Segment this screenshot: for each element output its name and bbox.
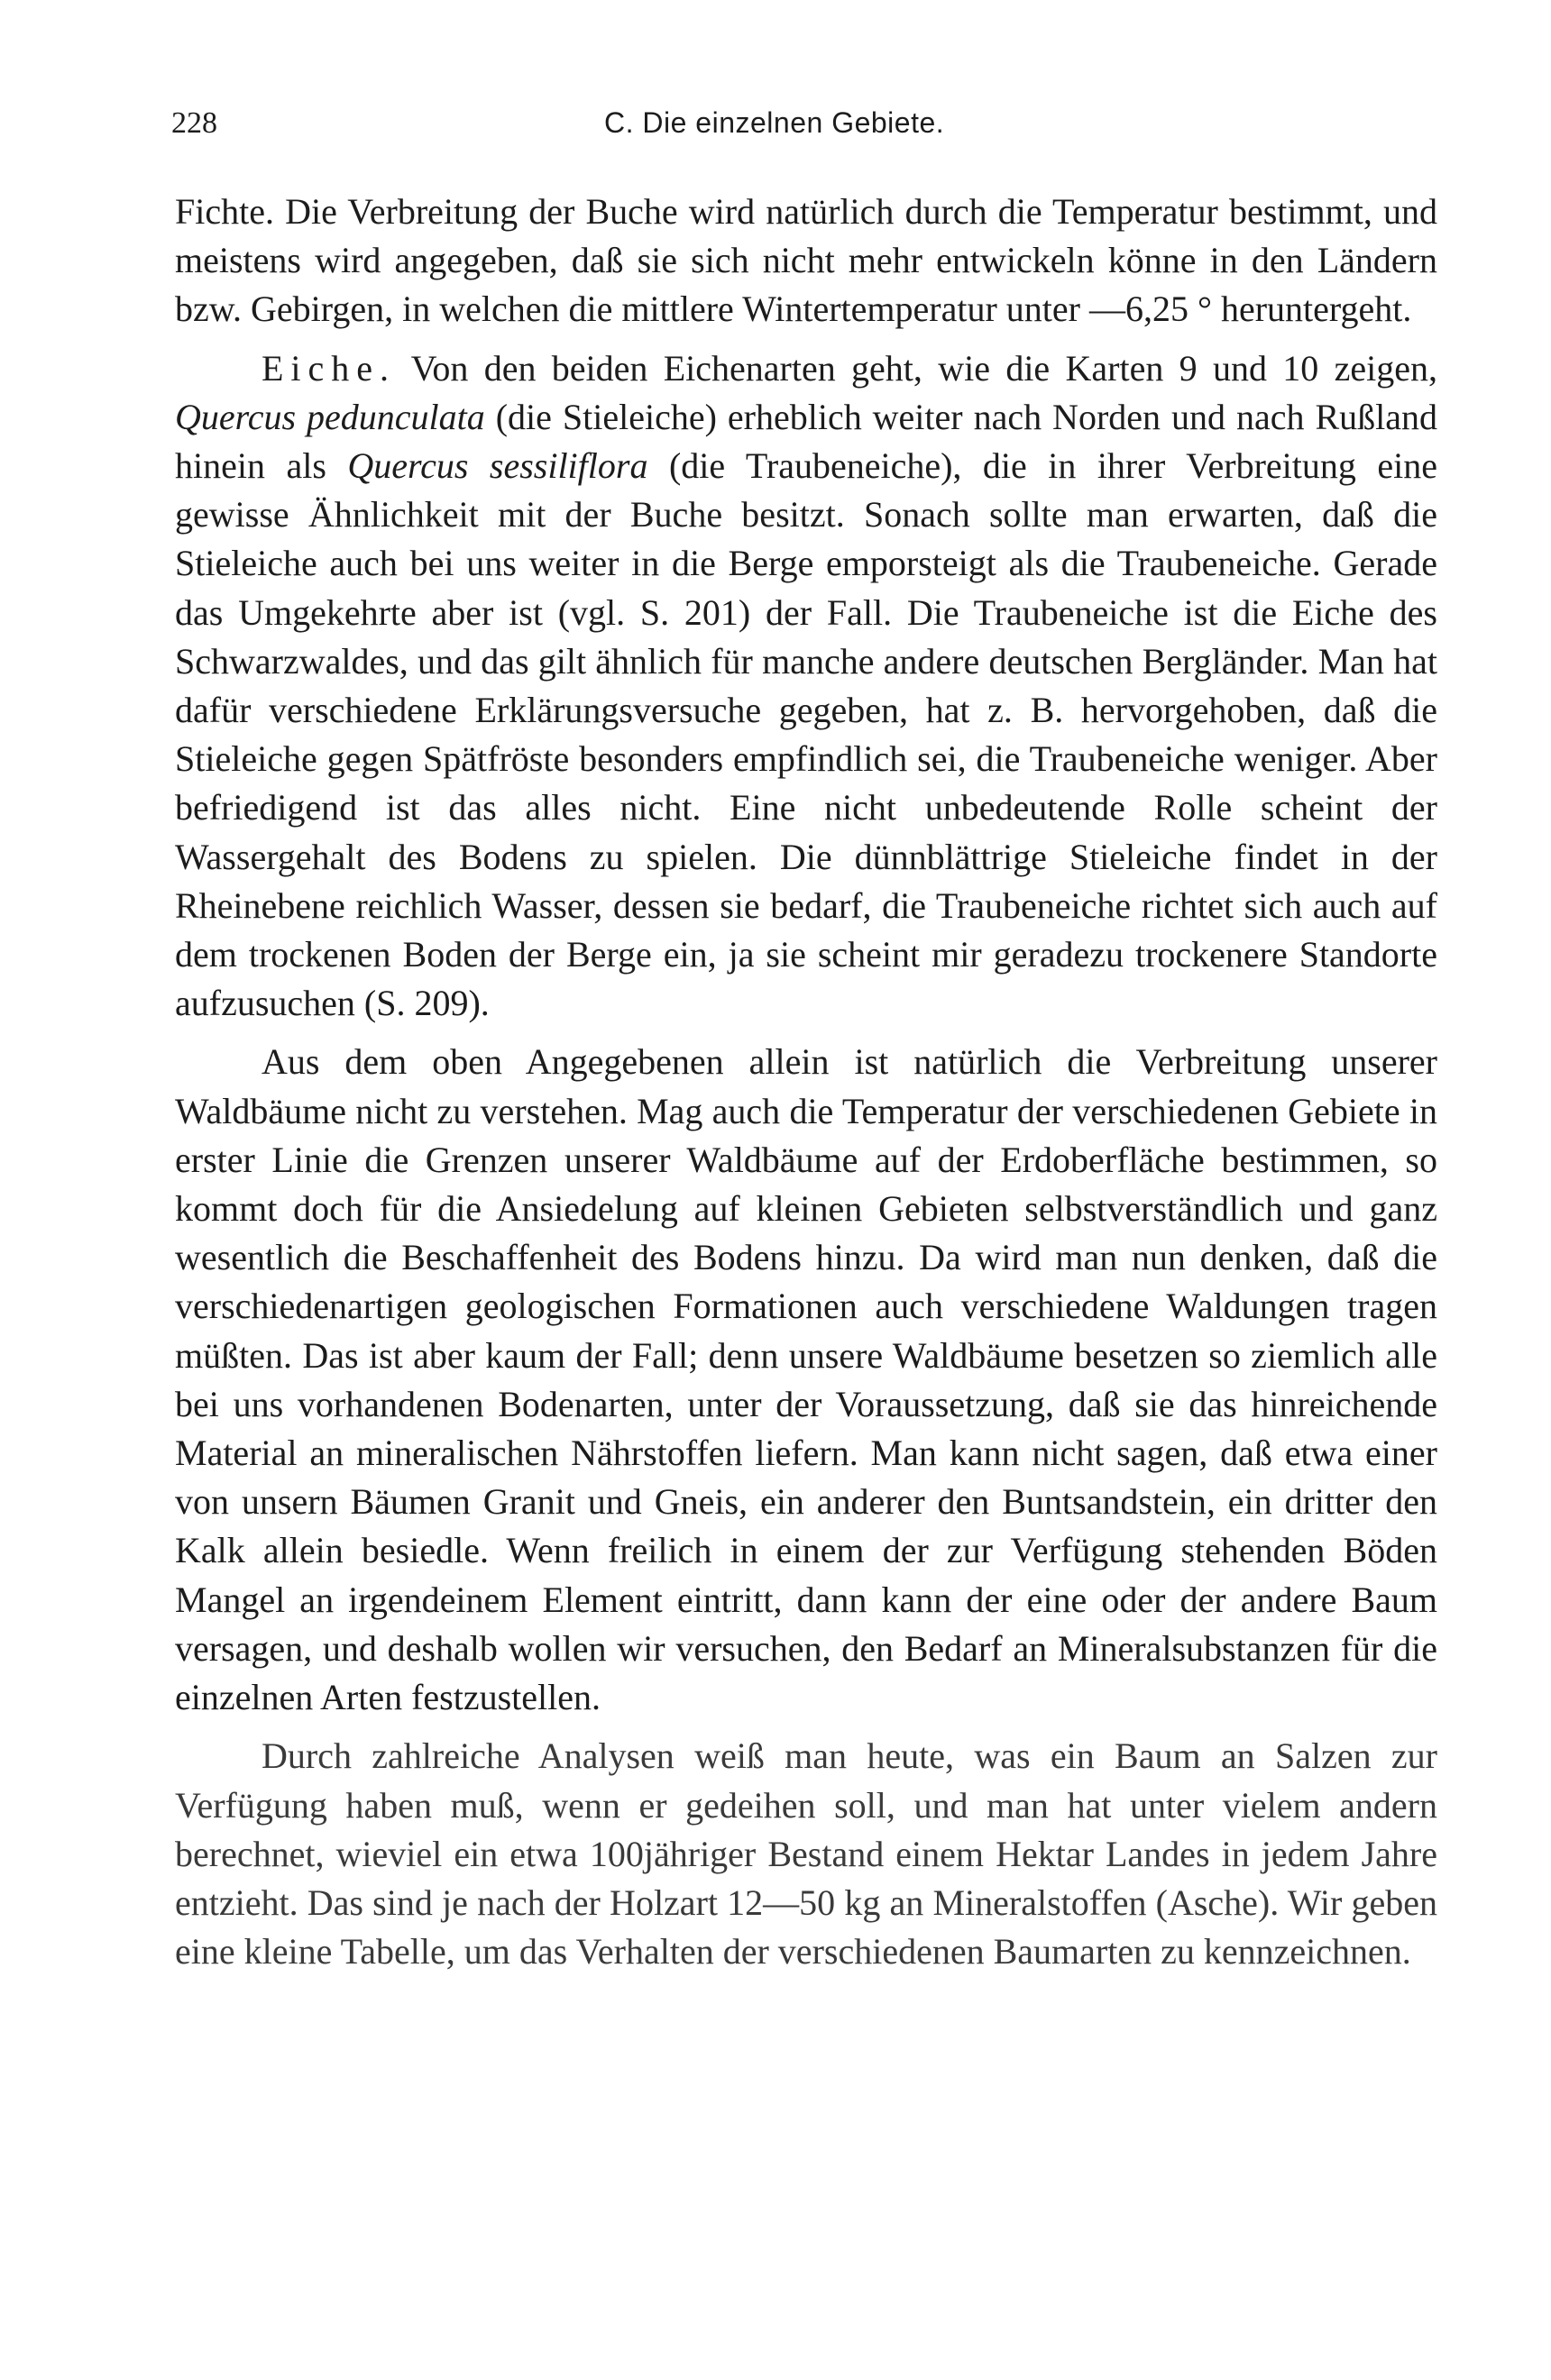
paragraph-text: Aus dem oben Angegebenen allein ist natürlich die Verbreitung unserer Waldbäume nicht zu verstehen. Mag auch die Temperatur der verschiedenen Gebiete in erster Linie die Grenzen unserer Waldbäume auf der Erdoberfläche bestimmen, so kommt doch für die Ansiedelung auf kleinen Gebieten selbstverständlich und ganz wesentlich die Beschaffenheit des Bodens hinzu. Da wird man nun denken, daß die verschiedenartigen geologischen Formationen auch verschiedene Waldungen tragen müßten. Das ist aber kaum der Fall; denn unsere Waldbäume besetzen so ziemlich alle bei uns vorhandenen Bodenarten, unter der Voraussetzung, daß sie das hinreichende Material an mineralischen Nährstoffen liefern. Man kann nicht sagen, daß etwa einer von unsern Bäumen Granit und Gneis, ein anderer den Buntsandstein, ein dritter den Kalk allein besiedle. Wenn freilich in einem der zur Verfügung stehenden Böden Mangel an irgendeinem Element eintritt, dann kann der eine oder der andere Baum versagen, und deshalb wollen wir versuchen, den Bedarf an Mineralsubstanzen für die einzelnen Arten festzustellen. <box>175 1041 1437 1718</box>
running-head <box>171 106 1434 151</box>
paragraph-continuation-buche <box>175 188 1437 334</box>
section-keyword-eiche: Eiche. <box>262 347 397 389</box>
body-text <box>175 188 1437 1976</box>
paragraph-text: (die Traubeneiche), die in ihrer Verbreitung eine gewisse Ähnlichkeit mit der Buche besitzt. Sonach sollte man erwarten, daß die Stieleiche auch bei uns weiter in die Berge emporsteigt als die Traubeneiche. Gerade das Umgekehrte aber ist (vgl. S. 201) der Fall. Die Traubeneiche ist die Eiche des Schwarzwaldes, und das gilt ähnlich für manche andere deutschen Bergländer. Man hat dafür verschiedene Erklärungsversuche gegeben, hat z. B. hervorgehoben, daß die Stieleiche gegen Spätfröste besonders empfindlich sei, die Traubeneiche weniger. Aber befriedigend ist das alles nicht. Eine nicht unbedeutende Rolle scheint der Wassergehalt des Bodens zu spielen. Die dünnblättrige Stieleiche findet in der Rheinebene reichlich Wasser, dessen sie bedarf, die Traubeneiche richtet sich auch auf dem trockenen Boden der Berge ein, ja sie scheint mir geradezu trockenere Standorte aufzusuchen (S. 209). <box>175 445 1437 1024</box>
chapter-title: C. Die einzelnen Gebiete. <box>604 106 945 139</box>
page-number: 228 <box>171 106 217 140</box>
paragraph-text: Durch zahlreiche Analysen weiß man heute, was ein Baum an Salzen zur Verfügung haben muß, wenn er gedeihen soll, und man hat unter vielem andern berechnet, wieviel ein etwa 100jähriger Bestand einem Hektar Landes in jedem Jahre entzieht. Das sind je nach der Holzart 12—50 kg an Mineralstoffen (Asche). Wir geben eine kleine Tabelle, um das Verhalten der verschiedenen Baumarten zu kennzeichnen. <box>175 1735 1437 1973</box>
species-name-quercus-sessiliflora: Quercus sessiliflora <box>347 445 648 487</box>
paragraph-text: Fichte. Die Verbreitung der Buche wird natürlich durch die Temperatur bestimmt, und meistens wird angegeben, daß sie sich nicht mehr entwickeln könne in den Ländern bzw. Gebirgen, in welchen die mittlere Wintertemperatur unter —6,25 ° heruntergeht. <box>175 191 1437 330</box>
paragraph-eiche <box>175 344 1437 1029</box>
paragraph-text: (die Stieleiche) erheblich weiter nach Norden und nach Rußland hinein als <box>175 396 1437 487</box>
paragraph-boden <box>175 1038 1437 1722</box>
species-name-quercus-pedunculata: Quercus pedunculata <box>175 396 485 437</box>
paragraph-text: Von den beiden Eichenarten geht, wie die Karten 9 und 10 zeigen, <box>396 347 1437 389</box>
paragraph-analysen <box>175 1732 1437 1976</box>
